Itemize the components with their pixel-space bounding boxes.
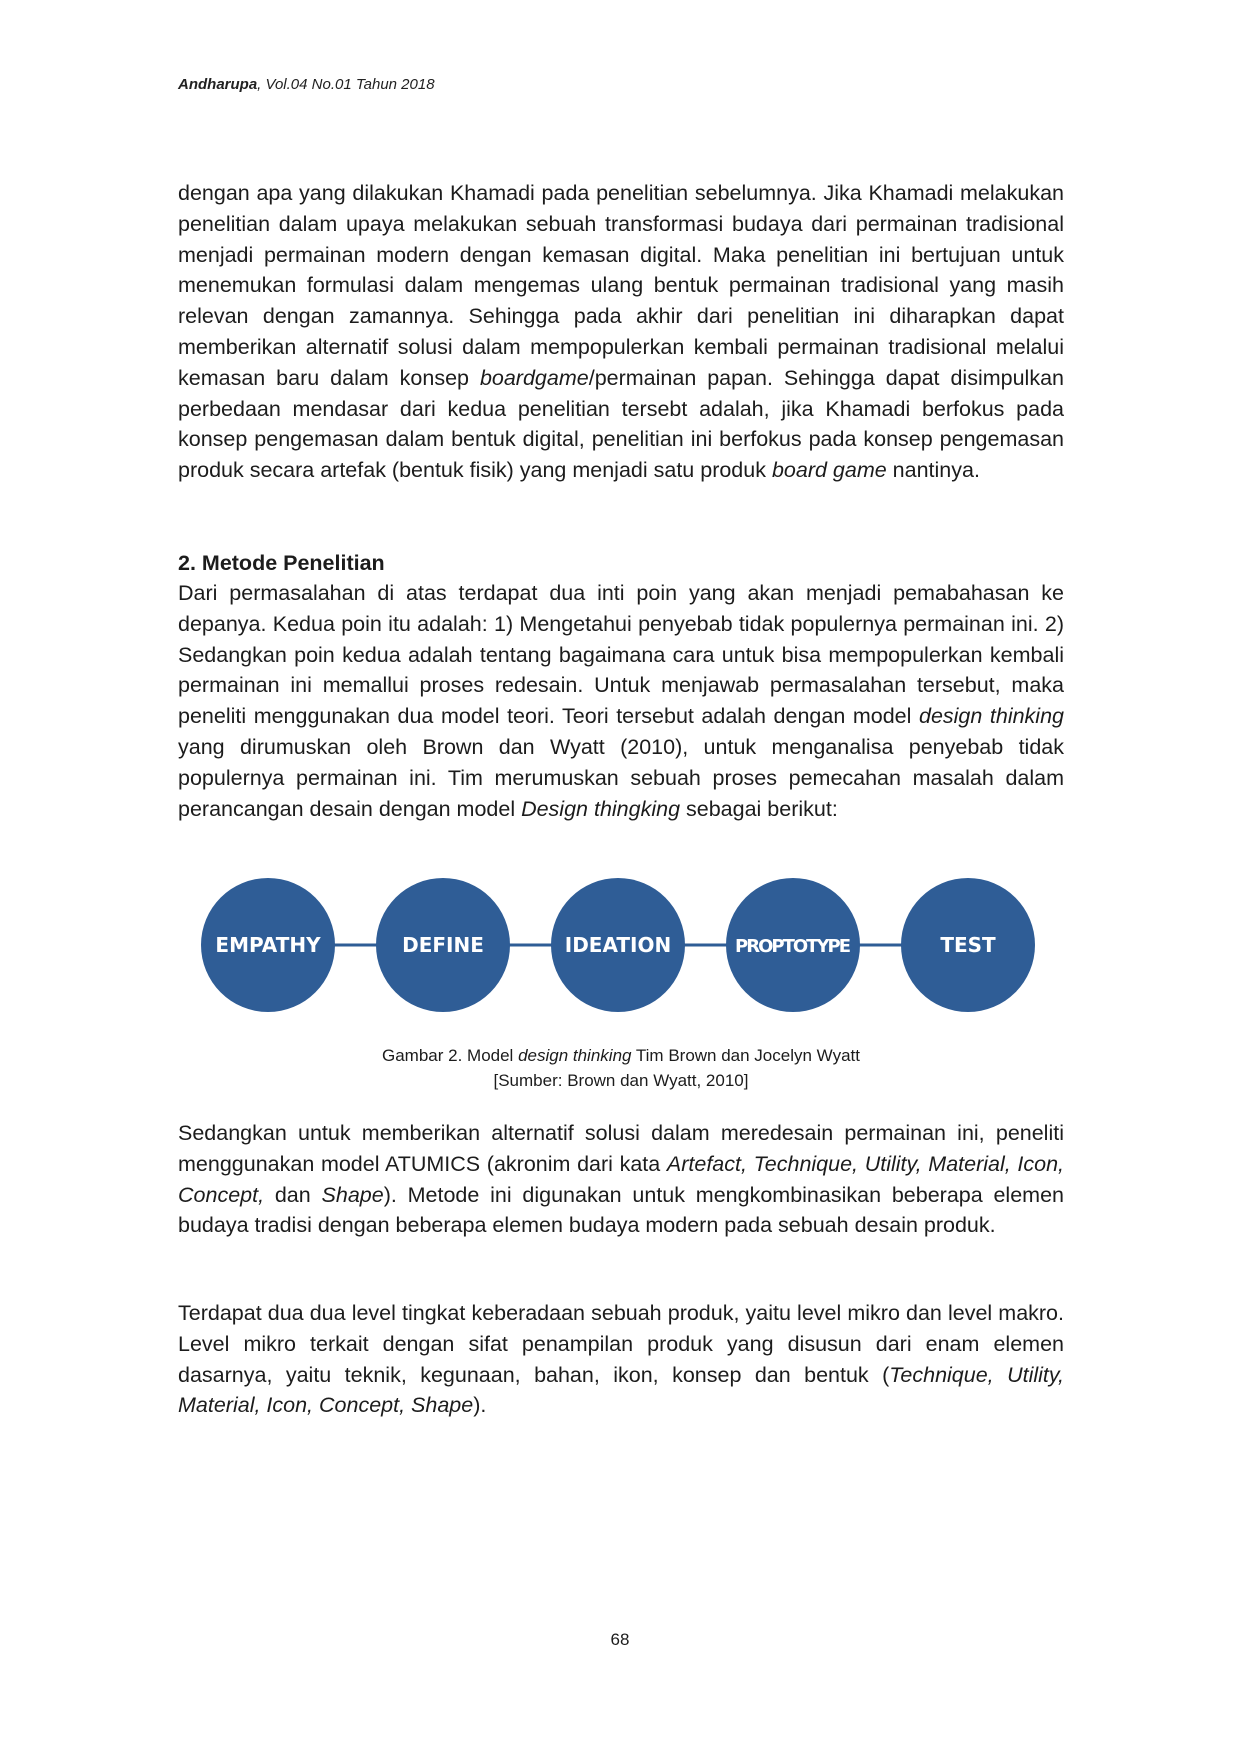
- text-run: sebagai berikut:: [680, 796, 838, 821]
- italic-run: design thinking: [518, 1046, 632, 1065]
- text-run: dengan apa yang dilakukan Khamadi pada penelitian sebelumnya. Jika Khamadi melakukan penelitian dalam upaya melakukan sebuah transformasi budaya dari permainan tradisional menjadi permainan modern dengan kemasan digital. Maka penelitian ini bertujuan untuk menemukan formulasi dalam mengemas ulang bentuk permainan tradisional yang masih relevan dengan zamannya. Sehingga pada akhir dari penelitian ini diharapkan dapat memberikan alternatif solusi dalam mempopulerkan kembali permainan tradisional melalui kemasan baru dalam konsep: [178, 181, 1064, 390]
- text-run: Gambar 2. Model: [382, 1046, 519, 1065]
- italic-run: Design thingking: [521, 796, 681, 821]
- italic-run: Artefact, Technique, Utility, Material, Icon, Concept,: [178, 1151, 1065, 1207]
- caption-line-1: [178, 1043, 1064, 1068]
- design-thinking-diagram: [200, 875, 1040, 1015]
- paragraph-method: [178, 578, 1064, 824]
- text-run: Tim Brown dan Jocelyn Wyatt: [631, 1046, 860, 1065]
- journal-name: Andharupa: [178, 76, 258, 93]
- stage-label-define: DEFINE: [402, 933, 484, 957]
- text-run: ). Metode ini digunakan untuk mengkombinasikan beberapa elemen budaya tradisi dengan beberapa elemen budaya modern pada sebuah desain produk.: [178, 1182, 1064, 1238]
- italic-run: design thinking: [918, 704, 1065, 729]
- stage-label-proptotype: PROPTOTYPE: [735, 936, 851, 957]
- stage-label-empathy: EMPATHY: [215, 933, 321, 957]
- text-run: ).: [473, 1393, 487, 1418]
- italic-run: boardgame: [479, 365, 589, 390]
- text-run: /permainan papan. Sehingga dapat disimpulkan perbedaan mendasar dari kedua penelitian tersebt adalah, jika Khamadi berfokus pada konsep pengemasan dalam bentuk digital, penelitian ini berfokus pada konsep pengemasan produk secara artefak (bentuk fisik) yang menjadi satu produk: [178, 365, 1064, 483]
- caption-line-2: [Sumber: Brown dan Wyatt, 2010]: [493, 1071, 749, 1090]
- text-run: yang dirumuskan oleh Brown dan Wyatt (2010), untuk menganalisa penyebab tidak populernya permainan ini. Tim merumuskan sebuah proses pemecahan masalah dalam perancangan desain dengan model: [178, 734, 1064, 821]
- paragraph-atumics: [178, 1118, 1064, 1241]
- design-thinking-svg: [200, 875, 1040, 1015]
- journal-issue: , Vol.04 No.01 Tahun 2018: [257, 76, 435, 93]
- italic-run: board game: [771, 458, 887, 483]
- italic-run: Technique, Utility, Material, Icon, Concept, Shape: [178, 1362, 1065, 1418]
- section-heading: 2. Metode Penelitian: [178, 551, 385, 575]
- running-header: [178, 76, 435, 93]
- text-run: Terdapat dua dua level tingkat keberadaan sebuah produk, yaitu level mikro dan level makro. Level mikro terkait dengan sifat penampilan produk yang disusun dari enam elemen dasarnya, yaitu teknik, kegunaan, bahan, ikon, konsep dan bentuk (: [178, 1301, 1064, 1387]
- page-number: 68: [610, 1630, 630, 1649]
- paragraph-intro-continuation: [178, 178, 1064, 486]
- paragraph-product-levels: [178, 1298, 1064, 1421]
- text-run: dan: [264, 1182, 322, 1207]
- stage-label-ideation: IDEATION: [564, 933, 672, 957]
- stage-label-test: TEST: [940, 933, 996, 957]
- italic-run: Shape: [321, 1182, 384, 1207]
- text-run: nantinya.: [886, 458, 980, 483]
- text-run: Dari permasalahan di atas terdapat dua inti poin yang akan menjadi pemabahasan ke depanya. Kedua poin itu adalah: 1) Mengetahui penyebab tidak populernya permainan ini. 2) Sedangkan poin kedua adalah tentang bagaimana cara untuk bisa mempopulerkan kembali permainan ini memallui proses redesain. Untuk menjawab permasalahan tersebut, maka peneliti menggunakan dua model teori. Teori tersebut adalah dengan model: [178, 581, 1064, 729]
- text-run: Sedangkan untuk memberikan alternatif solusi dalam meredesain permainan ini, peneliti menggunakan model ATUMICS (akronim dari kata: [178, 1121, 1064, 1176]
- figure-caption: [178, 1043, 1064, 1093]
